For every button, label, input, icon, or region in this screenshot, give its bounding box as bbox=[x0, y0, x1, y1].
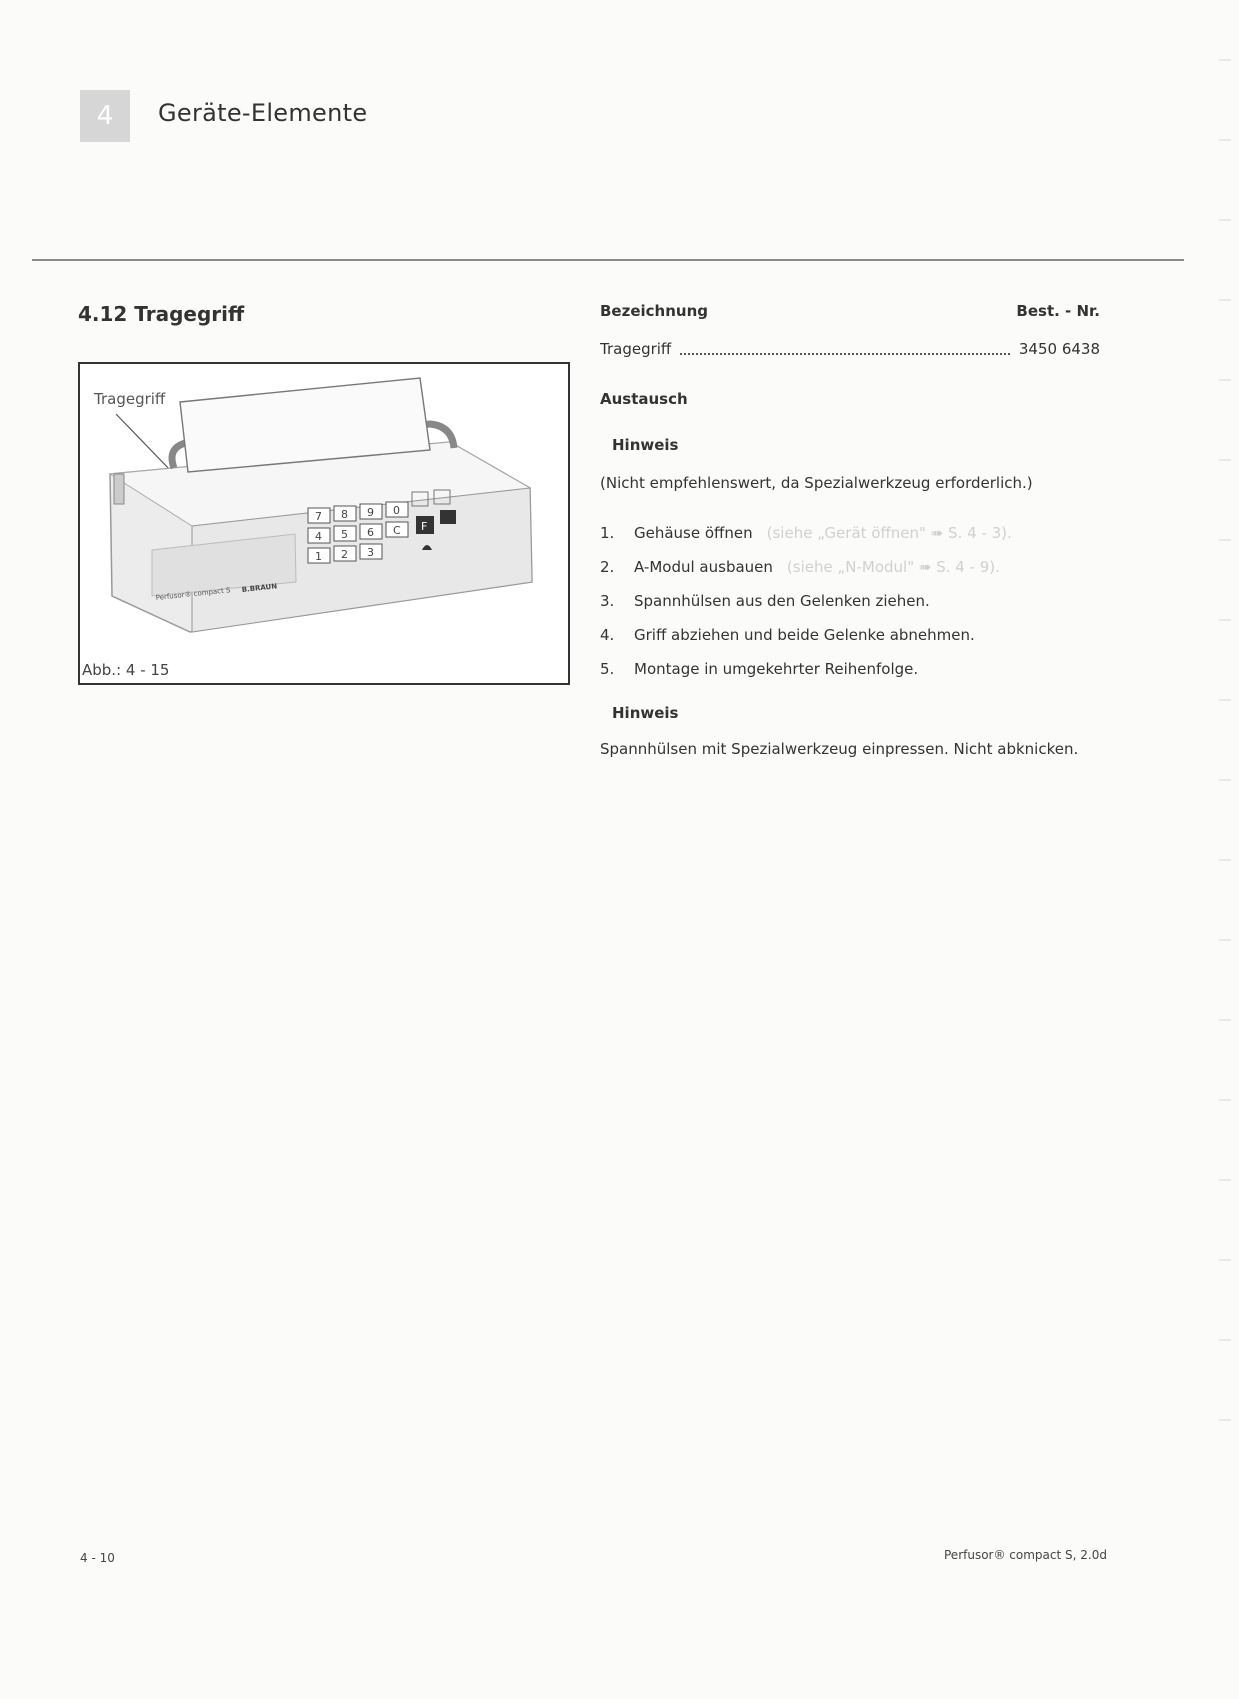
key-0: 0 bbox=[393, 504, 400, 517]
step-number: 5. bbox=[600, 660, 615, 678]
replacement-steps bbox=[600, 524, 1100, 694]
step-text: Griff abziehen und beide Gelenke abnehmen. bbox=[634, 626, 975, 644]
step-number: 3. bbox=[600, 592, 615, 610]
col-header-name: Bezeichnung bbox=[600, 302, 708, 320]
side-knob bbox=[114, 474, 124, 504]
key-f: F bbox=[421, 520, 428, 533]
note-heading: Hinweis bbox=[612, 436, 679, 454]
replacement-section bbox=[600, 390, 1100, 408]
key-6: 6 bbox=[367, 526, 374, 539]
step-number: 2. bbox=[600, 558, 615, 576]
key-5: 5 bbox=[341, 528, 348, 541]
parts-table-header bbox=[600, 302, 1100, 324]
step-number: 1. bbox=[600, 524, 615, 542]
document-title: Perfusor® compact S, 2.0d bbox=[944, 1548, 1107, 1562]
model-label: Perfusor® compact S bbox=[155, 586, 231, 602]
key-2: 2 bbox=[341, 548, 348, 561]
note-text: (Nicht empfehlenswert, da Spezialwerkzeug erforderlich.) bbox=[600, 474, 1033, 492]
step-text: Gehäuse öffnen bbox=[634, 524, 753, 542]
infusion-pump-illustration bbox=[80, 364, 568, 683]
key-9: 9 bbox=[367, 506, 374, 519]
figure-caption: Abb.: 4 - 15 bbox=[82, 661, 170, 679]
list-item bbox=[600, 626, 1100, 660]
key-1: 1 bbox=[315, 550, 322, 563]
step-number: 4. bbox=[600, 626, 615, 644]
callout-leader-line bbox=[116, 414, 172, 472]
chapter-number-box: 4 bbox=[80, 90, 130, 142]
figure-frame bbox=[78, 362, 570, 685]
key-c: C bbox=[393, 524, 401, 537]
col-header-number: Best. - Nr. bbox=[1016, 302, 1100, 320]
step-text: Montage in umgekehrter Reihenfolge. bbox=[634, 660, 919, 678]
header-divider bbox=[32, 259, 1184, 261]
step-text: A-Modul ausbauen bbox=[634, 558, 773, 576]
chapter-title: Geräte-Elemente bbox=[158, 99, 368, 127]
list-item bbox=[600, 558, 1100, 592]
list-item bbox=[600, 524, 1100, 558]
key-3: 3 bbox=[367, 546, 374, 559]
key-8: 8 bbox=[341, 508, 348, 521]
figure-callout-label: Tragegriff bbox=[94, 390, 166, 408]
step-reference: (siehe „N-Modul" ➠ S. 4 - 9). bbox=[786, 558, 1000, 576]
list-item bbox=[600, 660, 1100, 694]
key-7: 7 bbox=[315, 510, 322, 523]
brand-label: B.BRAUN bbox=[241, 582, 278, 594]
note-heading: Hinweis bbox=[612, 704, 679, 722]
parts-table-row bbox=[600, 340, 1100, 362]
list-item bbox=[600, 592, 1100, 626]
key-4: 4 bbox=[315, 530, 322, 543]
dot-leader bbox=[680, 353, 1010, 355]
part-name: Tragegriff bbox=[600, 340, 675, 358]
note-text: Spannhülsen mit Spezialwerkzeug einpressen. Nicht abknicken. bbox=[600, 740, 1079, 758]
step-reference: (siehe „Gerät öffnen" ➠ S. 4 - 3). bbox=[766, 524, 1012, 542]
section-title: 4.12 Tragegriff bbox=[78, 302, 245, 326]
part-number: 3450 6438 bbox=[1015, 340, 1100, 358]
page-number: 4 - 10 bbox=[80, 1551, 115, 1565]
replacement-heading: Austausch bbox=[600, 390, 688, 408]
step-text: Spannhülsen aus den Gelenken ziehen. bbox=[634, 592, 930, 610]
page-edge-marks bbox=[1219, 40, 1231, 1540]
start-stop-key bbox=[440, 510, 456, 524]
